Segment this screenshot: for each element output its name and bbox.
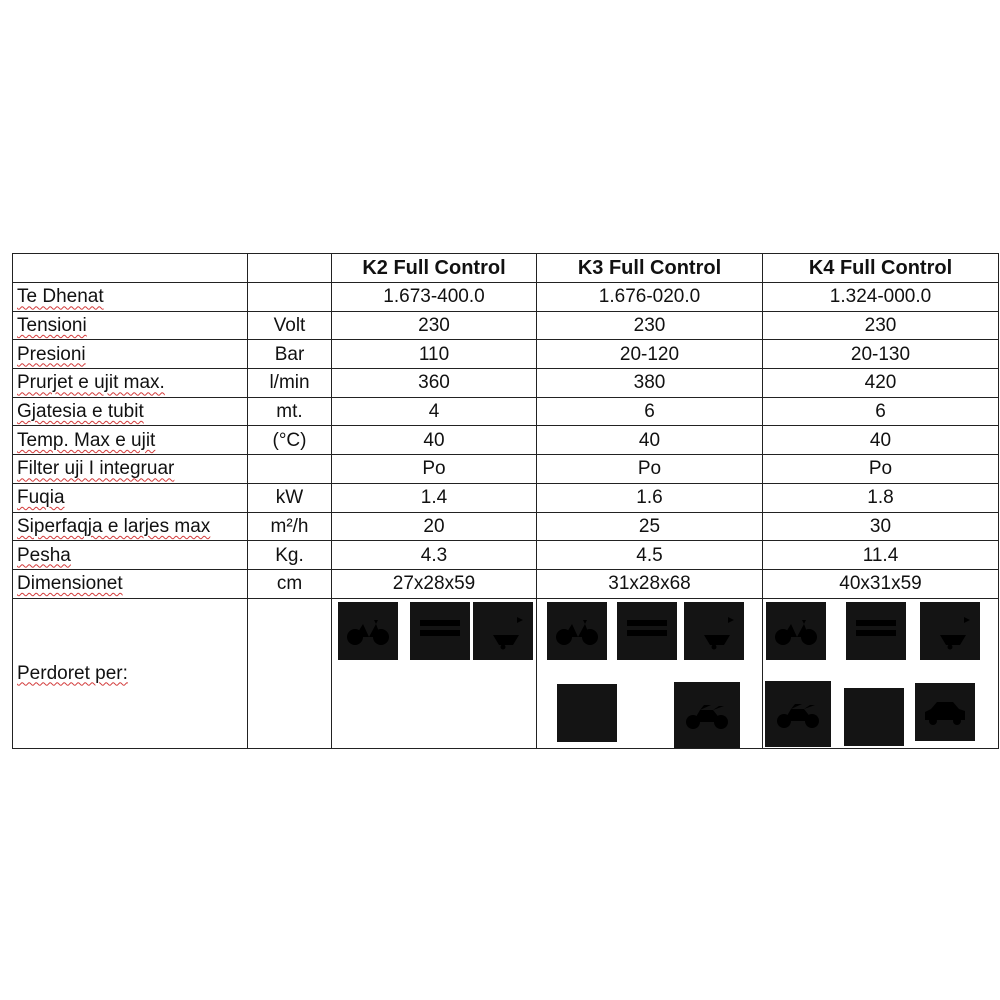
table-row <box>13 397 999 426</box>
row-unit: Volt <box>248 311 332 340</box>
table-row <box>13 426 999 455</box>
model-name-k4: K4 Full Control <box>763 254 999 283</box>
value-k2: 27x28x59 <box>332 569 537 598</box>
bench-icon <box>617 602 677 660</box>
row-unit <box>248 455 332 484</box>
table-row <box>13 483 999 512</box>
value-k3: Po <box>537 455 763 484</box>
row-unit: kW <box>248 483 332 512</box>
row-label: Temp. Max e ujit <box>13 426 248 455</box>
model-name-k2: K2 Full Control <box>332 254 537 283</box>
value-k3: 1.6 <box>537 483 763 512</box>
header-row <box>13 254 999 283</box>
value-k3: 25 <box>537 512 763 541</box>
row-label: Tensioni <box>13 311 248 340</box>
table-row <box>13 455 999 484</box>
uses-unit-cell <box>248 598 332 748</box>
garden-tools-icon <box>684 602 744 660</box>
value-k2: Po <box>332 455 537 484</box>
value-k2: 1.4 <box>332 483 537 512</box>
uses-row <box>13 598 999 748</box>
fence-icon <box>557 684 617 742</box>
row-label: Te Dhenat <box>13 283 248 312</box>
garden-tools-icon <box>920 602 980 660</box>
uses-k2 <box>332 598 537 748</box>
row-label: Siperfaqja e larjes max <box>13 512 248 541</box>
value-k2: 230 <box>332 311 537 340</box>
value-k2: 4.3 <box>332 541 537 570</box>
table-row <box>13 541 999 570</box>
value-k4: 40x31x59 <box>763 569 999 598</box>
value-k3: 6 <box>537 397 763 426</box>
value-k4: 230 <box>763 311 999 340</box>
value-k4: Po <box>763 455 999 484</box>
row-unit: l/min <box>248 369 332 398</box>
spec-table <box>12 253 999 749</box>
value-k4: 40 <box>763 426 999 455</box>
row-unit <box>248 283 332 312</box>
motorcycle-icon <box>765 681 831 747</box>
uses-k3 <box>537 598 763 748</box>
value-k2: 1.673-400.0 <box>332 283 537 312</box>
row-unit: cm <box>248 569 332 598</box>
table-row <box>13 311 999 340</box>
row-label: Presioni <box>13 340 248 369</box>
row-unit: Kg. <box>248 541 332 570</box>
value-k4: 30 <box>763 512 999 541</box>
bench-icon <box>410 602 470 660</box>
uses-label: Perdoret per: <box>13 598 248 748</box>
value-k3: 230 <box>537 311 763 340</box>
row-label: Fuqia <box>13 483 248 512</box>
row-label: Dimensionet <box>13 569 248 598</box>
header-label-cell <box>13 254 248 283</box>
table-row <box>13 340 999 369</box>
value-k3: 31x28x68 <box>537 569 763 598</box>
garden-tools-icon <box>473 602 533 660</box>
value-k2: 4 <box>332 397 537 426</box>
value-k4: 420 <box>763 369 999 398</box>
value-k2: 110 <box>332 340 537 369</box>
row-label: Gjatesia e tubit <box>13 397 248 426</box>
bicycle-icon <box>547 602 607 660</box>
value-k4: 20-130 <box>763 340 999 369</box>
value-k2: 40 <box>332 426 537 455</box>
value-k4: 1.8 <box>763 483 999 512</box>
value-k2: 20 <box>332 512 537 541</box>
model-name-k3: K3 Full Control <box>537 254 763 283</box>
row-label: Filter uji I integruar <box>13 455 248 484</box>
row-unit: Bar <box>248 340 332 369</box>
value-k3: 1.676-020.0 <box>537 283 763 312</box>
table-row <box>13 569 999 598</box>
value-k3: 4.5 <box>537 541 763 570</box>
value-k3: 380 <box>537 369 763 398</box>
value-k4: 11.4 <box>763 541 999 570</box>
bicycle-icon <box>338 602 398 660</box>
bench-icon <box>846 602 906 660</box>
row-label: Pesha <box>13 541 248 570</box>
bicycle-icon <box>766 602 826 660</box>
fence-icon <box>844 688 904 746</box>
value-k2: 360 <box>332 369 537 398</box>
uses-k4 <box>763 598 999 748</box>
row-unit: m²/h <box>248 512 332 541</box>
header-unit-cell <box>248 254 332 283</box>
table-row <box>13 369 999 398</box>
value-k4: 6 <box>763 397 999 426</box>
value-k3: 40 <box>537 426 763 455</box>
row-label: Prurjet e ujit max. <box>13 369 248 398</box>
motorcycle-icon <box>674 682 740 748</box>
value-k3: 20-120 <box>537 340 763 369</box>
car-icon <box>915 683 975 741</box>
row-unit: (°C) <box>248 426 332 455</box>
table-row <box>13 512 999 541</box>
table-row <box>13 283 999 312</box>
row-unit: mt. <box>248 397 332 426</box>
value-k4: 1.324-000.0 <box>763 283 999 312</box>
